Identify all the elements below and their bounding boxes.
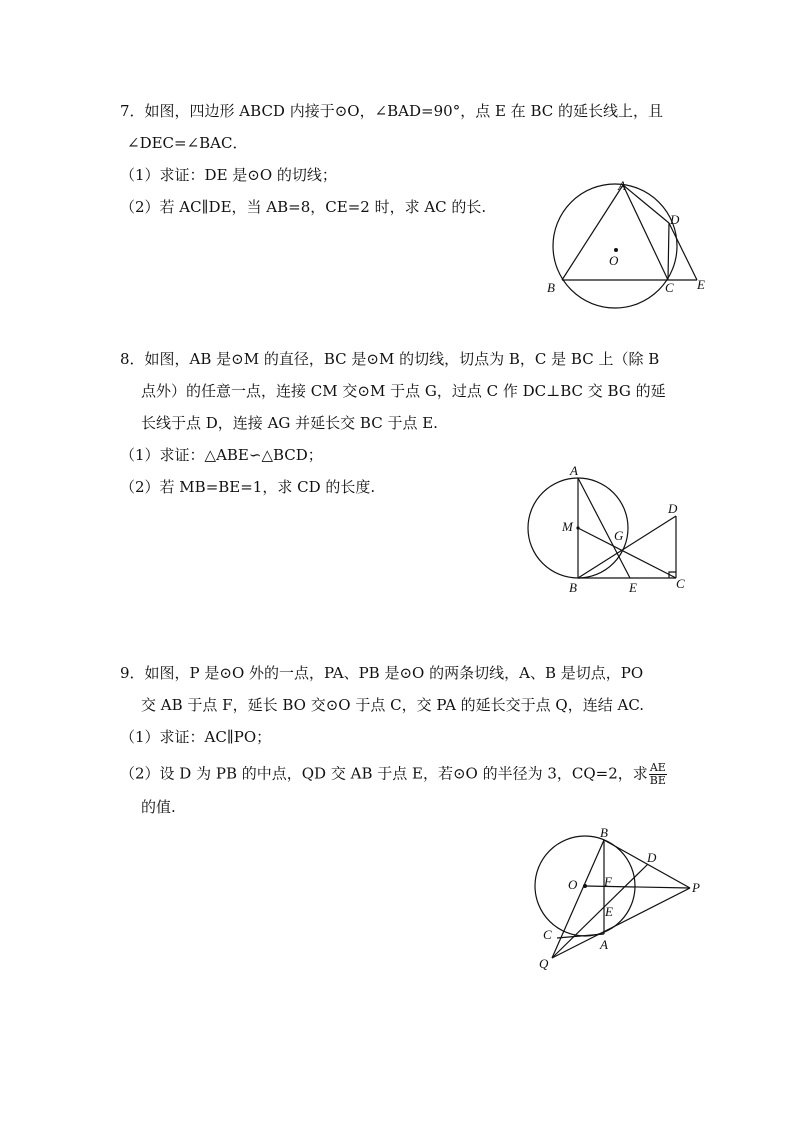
problem-9-part-1: （1）求证：AC∥PO； xyxy=(120,728,272,746)
label-e: E xyxy=(605,904,613,919)
fraction-numerator: AE xyxy=(649,761,666,774)
problem-9-line-1: 9．如图，P 是⊙O 外的一点，PA、PB 是⊙O 的两条切线，A、B 是切点，PO xyxy=(120,664,644,682)
segment-bd xyxy=(578,516,676,578)
label-b: B xyxy=(569,580,577,595)
problem-7-part-2: （2）若 AC∥DE，当 AB=8，CE=2 时，求 AC 的长. xyxy=(120,198,487,216)
segment-dc xyxy=(668,223,669,280)
label-p: P xyxy=(692,880,700,895)
segment-bq xyxy=(552,840,604,958)
label-a: A xyxy=(570,463,578,478)
problem-8-line-1: 8．如图，AB 是⊙M 的直径，BC 是⊙M 的切线，切点为 B，C 是 BC 上（除 B xyxy=(120,350,660,368)
label-e: E xyxy=(629,580,637,595)
label-d: D xyxy=(647,850,657,865)
center-dot-o xyxy=(583,884,587,888)
label-a: A xyxy=(600,937,608,952)
segment-de xyxy=(669,223,697,280)
label-b: B xyxy=(547,280,555,295)
fraction-ae-be xyxy=(649,762,667,787)
label-e: E xyxy=(697,277,705,292)
label-d: D xyxy=(668,501,678,516)
fraction-denominator: BE xyxy=(649,774,666,787)
label-g: G xyxy=(614,528,624,543)
label-f: F xyxy=(604,874,612,889)
problem-7-figure xyxy=(540,172,720,297)
segment-ad xyxy=(623,185,669,223)
problem-8-part-1: （1）求证：△ABE∽△BCD； xyxy=(120,446,323,464)
label-c: C xyxy=(543,927,552,942)
problem-8-line-2: 点外）的任意一点，连接 CM 交⊙M 于点 G，过点 C 作 DC⊥BC 交 BG 的延 xyxy=(141,382,666,400)
circle-o xyxy=(553,184,677,308)
segment-op xyxy=(585,886,690,888)
label-m: M xyxy=(562,519,573,534)
problem-9-line-2: 交 AB 于点 F，延长 BO 交⊙O 于点 C，交 PA 的延长交于点 Q，连结 AC. xyxy=(141,696,645,714)
problem-7-line-2: ∠DEC=∠BAC． xyxy=(127,134,248,152)
label-d: D xyxy=(670,212,680,227)
label-o: O xyxy=(609,253,619,268)
problem-7-line-1: 7．如图，四边形 ABCD 内接于⊙O，∠BAD=90°，点 E 在 BC 的延长线上，且 xyxy=(120,102,663,120)
label-c: C xyxy=(665,280,674,295)
problem-8-line-3: 长线于点 D，连接 AG 并延长交 BC 于点 E. xyxy=(141,414,438,432)
center-dot-m xyxy=(576,526,579,529)
problem-9-part-2 xyxy=(120,762,667,787)
label-q: Q xyxy=(539,956,549,971)
label-a: A xyxy=(618,178,626,193)
label-o: O xyxy=(568,877,578,892)
segment-ca xyxy=(557,934,604,938)
problem-9-part-2-text: （2）设 D 为 PB 的中点，QD 交 AB 于点 E，若⊙O 的半径为 3，CQ=2，求 xyxy=(120,764,648,783)
problem-8-part-2: （2）若 MB=BE=1，求 CD 的长度. xyxy=(120,478,376,496)
problem-7-part-1: （1）求证：DE 是⊙O 的切线； xyxy=(120,166,337,184)
problem-9-line-5: 的值. xyxy=(141,798,176,816)
center-dot-o xyxy=(614,248,618,252)
segment-qp xyxy=(552,888,690,958)
label-b: B xyxy=(600,825,608,840)
problem-9-figure xyxy=(530,825,710,975)
label-c: C xyxy=(676,576,685,591)
problem-8-figure xyxy=(520,460,695,595)
segment-ac xyxy=(623,185,668,280)
